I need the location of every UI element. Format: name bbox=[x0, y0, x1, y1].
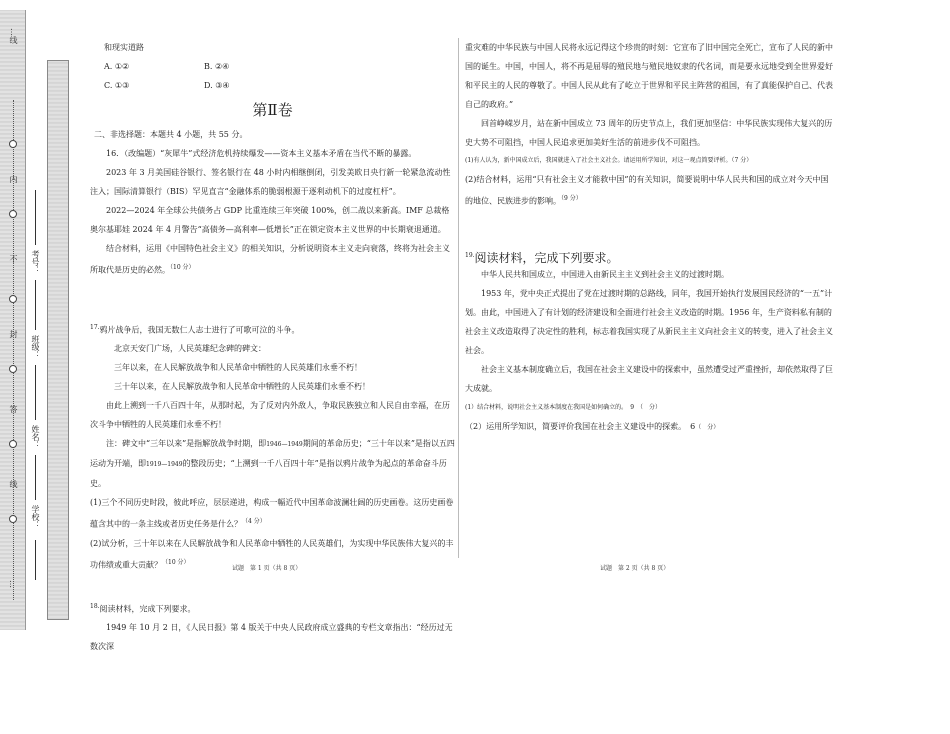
q18-sub-2: (2)结合材料，运用“只有社会主义才能救中国”的有关知识，简要说明中华人民共和国的成立对今天中国的地位、民族进步的影响。$^{(9 分)}$ bbox=[465, 175, 829, 206]
class-label: 班级： bbox=[31, 335, 40, 359]
option-a: A. ①② bbox=[104, 62, 130, 71]
q17-line-3: 三十年以来，在人民解放战争和人民革命中牺牲的人民英雄们永垂不朽！ bbox=[114, 382, 370, 392]
q17-line-1: 北京天安门广场，人民英雄纪念碑的碑文： bbox=[114, 344, 266, 354]
seal-mark: 封 bbox=[9, 330, 18, 338]
q17-intro: $^{17.}$鸦片战争后，我国无数仁人志士进行了可歌可泣的斗争。 bbox=[90, 323, 300, 335]
q15-options-row-1 bbox=[90, 57, 455, 76]
q16-score: （10 分） bbox=[170, 264, 195, 271]
seal-mark: 答 bbox=[9, 405, 18, 413]
seal-mark: 不 bbox=[9, 255, 18, 263]
q18-sub-1: (1)有人认为，新中国成立后，我国就进入了社会主义社会。请运用所学知识，对这一观点简要评析。（7 分） bbox=[465, 157, 753, 164]
option-b: B. ②④ bbox=[204, 62, 230, 71]
q16-task: 结合材料，运用《中国特色社会主义》的相关知识，分析说明资本主义走向衰落，终将为社会主义所取代是历史的必然。$^{(10 分)}$ bbox=[90, 244, 450, 275]
page-2-footer: 试题 第 2 页（共 8 页） bbox=[600, 565, 670, 572]
page-2-column bbox=[465, 38, 835, 437]
seal-mark: …线 bbox=[9, 28, 18, 44]
q19-material-2: 1953 年，党中央正式提出了党在过渡时期的总路线，同年，我国开始执行发展国民经济的“一五”计划。由此，中国进入了有计划的经济建设和全面进行社会主义改造的时期。1956 年，生产资料私有制的社会主义改造取得了决定性的胜利，标志着我国实现了从新民主主义向社会主义的转变，进入了社会主义社会。 bbox=[465, 288, 833, 355]
binding-hole-icon bbox=[9, 295, 17, 303]
binding-hole-icon bbox=[9, 210, 17, 218]
option-d: D. ③④ bbox=[204, 81, 230, 90]
exam-number-label: 考号： bbox=[31, 250, 40, 274]
q17-sub-1: (1)三个不同历史时段，彼此呼应，层层递进，构成一幅近代中国革命波澜壮阔的历史画卷。这历史画卷蕴含其中的一条主线或者历史任务是什么？$^{(4 分)}$ bbox=[90, 498, 454, 529]
q15-tail: 和现实道路 bbox=[104, 43, 144, 52]
q18-material-cont: 重灾难的中华民族与中国人民将永远记得这个珍贵的时刻：它宣布了旧中国完全死亡，宣布了人民的新中国的诞生。中国，中国人，将不再是屈辱的殖民地与殖民地奴隶的代名词，而是要永远地受到全世界爱好和平民主的人民的尊敬了。中国人民从此有了屹立于世界和平民主阵营的祖国，有了真能保护自己、代表自己的政府。” bbox=[465, 43, 833, 109]
section-intro: 二、非选择题：本题共 4 小题，共 55 分。 bbox=[94, 130, 248, 139]
binding-gray-panel bbox=[47, 60, 69, 620]
q19-material-1: 中华人民共和国成立，中国进入由新民主主义到社会主义的过渡时期。 bbox=[481, 269, 729, 279]
section-title: 第Ⅱ卷 bbox=[252, 101, 293, 119]
page-1-footer: 试题 第 1 页（共 8 页） bbox=[232, 565, 302, 572]
school-label: 学校： bbox=[31, 505, 40, 529]
q19-sub-2: （2）运用所学知识，简要评价我国在社会主义建设中的探索。 6（ 分） bbox=[465, 421, 720, 431]
name-label: 姓名： bbox=[31, 425, 40, 449]
q15-options-row-2 bbox=[90, 76, 455, 95]
q16-title: 16．（改编题）“灰犀牛”式经济危机持续爆发——资本主义基本矛盾在当代不断的暴露。 bbox=[106, 149, 417, 158]
q17-line-4: 由此上溯到一千八百四十年，从那时起，为了反对内外敌人，争取民族独立和人民自由幸福，在历次斗争中牺牲的人民英雄们永垂不朽！ bbox=[90, 401, 450, 430]
q16-material-2: 2022—2024 年全球公共债务占 GDP 比重连续三年突破 100%，创二战以来新高。IMF 总裁格奥尔基耶娃 2024 年 4 月警告“高债务—高利率—低增长”正在锁定资本主义世界的中长期衰退通道。 bbox=[90, 206, 450, 234]
binding-hole-icon bbox=[9, 140, 17, 148]
column-divider bbox=[458, 38, 459, 558]
q17-sub-2: (2)试分析，三十年以来在人民解放战争和人民革命中牺牲的人民英雄们，为实现中华民族伟大复兴的丰功伟绩或重大贡献？$^{(10 分)}$ bbox=[90, 538, 454, 570]
binding-strip bbox=[0, 10, 75, 630]
binding-hole-icon bbox=[9, 365, 17, 373]
q19-sub-1: (1）结合材料，说明社会主义基本制度在我国是如何确立的。 9 （ 分） bbox=[465, 403, 662, 411]
q17-line-2: 三年以来，在人民解放战争和人民革命中牺牲的人民英雄们永垂不朽！ bbox=[114, 363, 362, 373]
q19-material-3: 社会主义基本制度确立后，我国在社会主义建设中的探索中，虽然遭受过严重挫折，却依然取得了巨大成就。 bbox=[465, 364, 833, 393]
q16-material-1: 2023 年 3 月美国硅谷银行、签名银行在 48 小时内相继倒闭，引发美欧日央行新一轮紧急流动性注入；国际清算银行（BIS）罕见直言“金融体系的脆弱根源于逐利动机下的过度杠杆”。 bbox=[90, 168, 451, 196]
q17-note: 注：碑文中“三年以来”是指解放战争时期，即1946—1949期间的革命历史；“三十年以来”是指以五四运动为开端，即1919—1949的整段历史；“上溯到一千八百四十年”是指以鸦片战争为起点的革命奋斗历史。 bbox=[90, 439, 455, 489]
seal-mark: … bbox=[8, 580, 17, 588]
option-c: C. ①③ bbox=[104, 81, 130, 90]
q18-intro: $^{18.}$阅读材料，完成下列要求。 bbox=[90, 602, 196, 614]
binding-hole-icon bbox=[9, 440, 17, 448]
seal-mark: 线 bbox=[9, 480, 18, 488]
binding-hole-icon bbox=[9, 515, 17, 523]
seal-mark: 内 bbox=[9, 175, 18, 183]
q18-material-1: 1949 年 10 月 2 日，《人民日报》第 4 版关于中央人民政府成立盛典的专栏文章指出：“经历过无数次深 bbox=[90, 623, 453, 652]
q19-title: $^{19.}$阅读材料，完成下列要求。 bbox=[465, 250, 619, 265]
q18-material-2: 回首峥嵘岁月，站在新中国成立 73 周年的历史节点上，我们更加坚信：中华民族实现伟大复兴的历史大势不可阻挡，中国人民追求更加美好生活的前进步伐不可阻挡。 bbox=[465, 119, 833, 147]
